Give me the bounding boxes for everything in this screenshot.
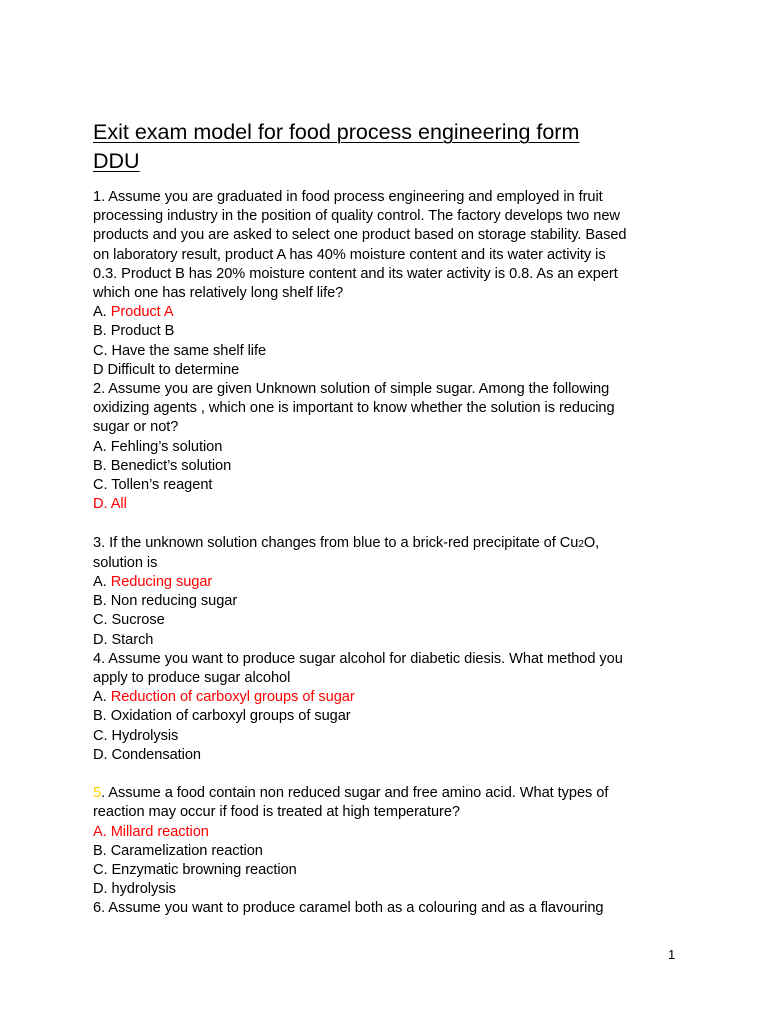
option-a: A. Fehling’s solution xyxy=(93,438,223,455)
document-title xyxy=(93,118,673,176)
correct-answer: Reducing sugar xyxy=(110,574,213,591)
page-number: 1 xyxy=(668,947,676,962)
correct-answer: D. All xyxy=(93,496,127,513)
question-1 xyxy=(93,188,673,380)
question-2 xyxy=(93,380,673,514)
option-a xyxy=(93,688,673,707)
question-text-line: apply to produce sugar alcohol xyxy=(93,670,291,687)
question-text-line: products and you are asked to select one product based on storage stability. Based xyxy=(93,227,627,244)
subscript: 2 xyxy=(578,538,584,550)
option-d: D. hydrolysis xyxy=(93,881,176,898)
option-b: B. Product B xyxy=(93,323,175,340)
question-text-line: 1. Assume you are graduated in food process engineering and employed in fruit xyxy=(93,189,603,205)
question-text-line: oxidizing agents , which one is important to know whether the solution is reducing xyxy=(93,400,615,417)
option-b: B. Benedict’s solution xyxy=(93,457,232,474)
question-text-line xyxy=(93,784,673,803)
option-d: D Difficult to determine xyxy=(93,361,240,378)
question-text-line: 0.3. Product B has 20% moisture content and its water activity is 0.8. As an expert xyxy=(93,265,618,282)
title-line-1: Exit exam model for food process engineering form xyxy=(93,120,580,144)
question-text-line: reaction may occur if food is treated at high temperature? xyxy=(93,804,461,821)
question-3 xyxy=(93,534,673,650)
title-line-2: DDU xyxy=(93,149,140,173)
question-text: O, xyxy=(583,534,600,551)
question-5 xyxy=(93,784,673,899)
question-text-line: 4. Assume you want to produce sugar alcohol for diabetic diesis. What method you xyxy=(93,650,623,667)
question-text: 3. If the unknown solution changes from blue to a brick-red precipitate of Cu xyxy=(93,534,579,551)
option-c: C. Enzymatic browning reaction xyxy=(93,862,297,879)
paragraph-gap xyxy=(93,765,673,784)
correct-answer: Product A xyxy=(110,304,174,321)
question-list xyxy=(93,188,673,919)
option-b: B. Non reducing sugar xyxy=(93,593,238,610)
option-a xyxy=(93,303,673,322)
option-c: C. Have the same shelf life xyxy=(93,342,267,359)
question-text-line: on laboratory result, product A has 40% moisture content and its water activity is xyxy=(93,246,606,263)
option-c: C. Hydrolysis xyxy=(93,727,179,744)
question-4 xyxy=(93,650,673,765)
document-content xyxy=(93,118,673,919)
question-text-line: which one has relatively long shelf life? xyxy=(93,285,344,302)
option-b: B. Caramelization reaction xyxy=(93,842,263,859)
option-prefix: A. xyxy=(93,304,111,321)
question-text-line xyxy=(93,534,673,554)
option-prefix: A. xyxy=(93,689,111,706)
correct-answer: A. Millard reaction xyxy=(93,823,209,840)
option-d: D. Condensation xyxy=(93,746,201,763)
option-prefix: A. xyxy=(93,574,111,591)
option-d: D. Starch xyxy=(93,631,154,648)
question-text: . Assume a food contain non reduced sugar and free amino acid. What types of xyxy=(101,785,609,802)
option-b: B. Oxidation of carboxyl groups of sugar xyxy=(93,708,351,725)
question-text-line: solution is xyxy=(93,554,158,571)
option-c: C. Sucrose xyxy=(93,612,165,629)
correct-answer: Reduction of carboxyl groups of sugar xyxy=(110,689,355,706)
question-text-line: 6. Assume you want to produce caramel both as a colouring and as a flavouring xyxy=(93,900,604,917)
paragraph-gap xyxy=(93,514,673,533)
question-text-line: 2. Assume you are given Unknown solution of simple sugar. Among the following xyxy=(93,381,610,398)
question-text-line: sugar or not? xyxy=(93,419,179,436)
question-6 xyxy=(93,899,673,918)
option-a xyxy=(93,573,673,592)
highlighted-number: 5 xyxy=(93,785,102,802)
question-text-line: processing industry in the position of quality control. The factory develops two new xyxy=(93,208,620,225)
option-c: C. Tollen’s reagent xyxy=(93,477,213,494)
